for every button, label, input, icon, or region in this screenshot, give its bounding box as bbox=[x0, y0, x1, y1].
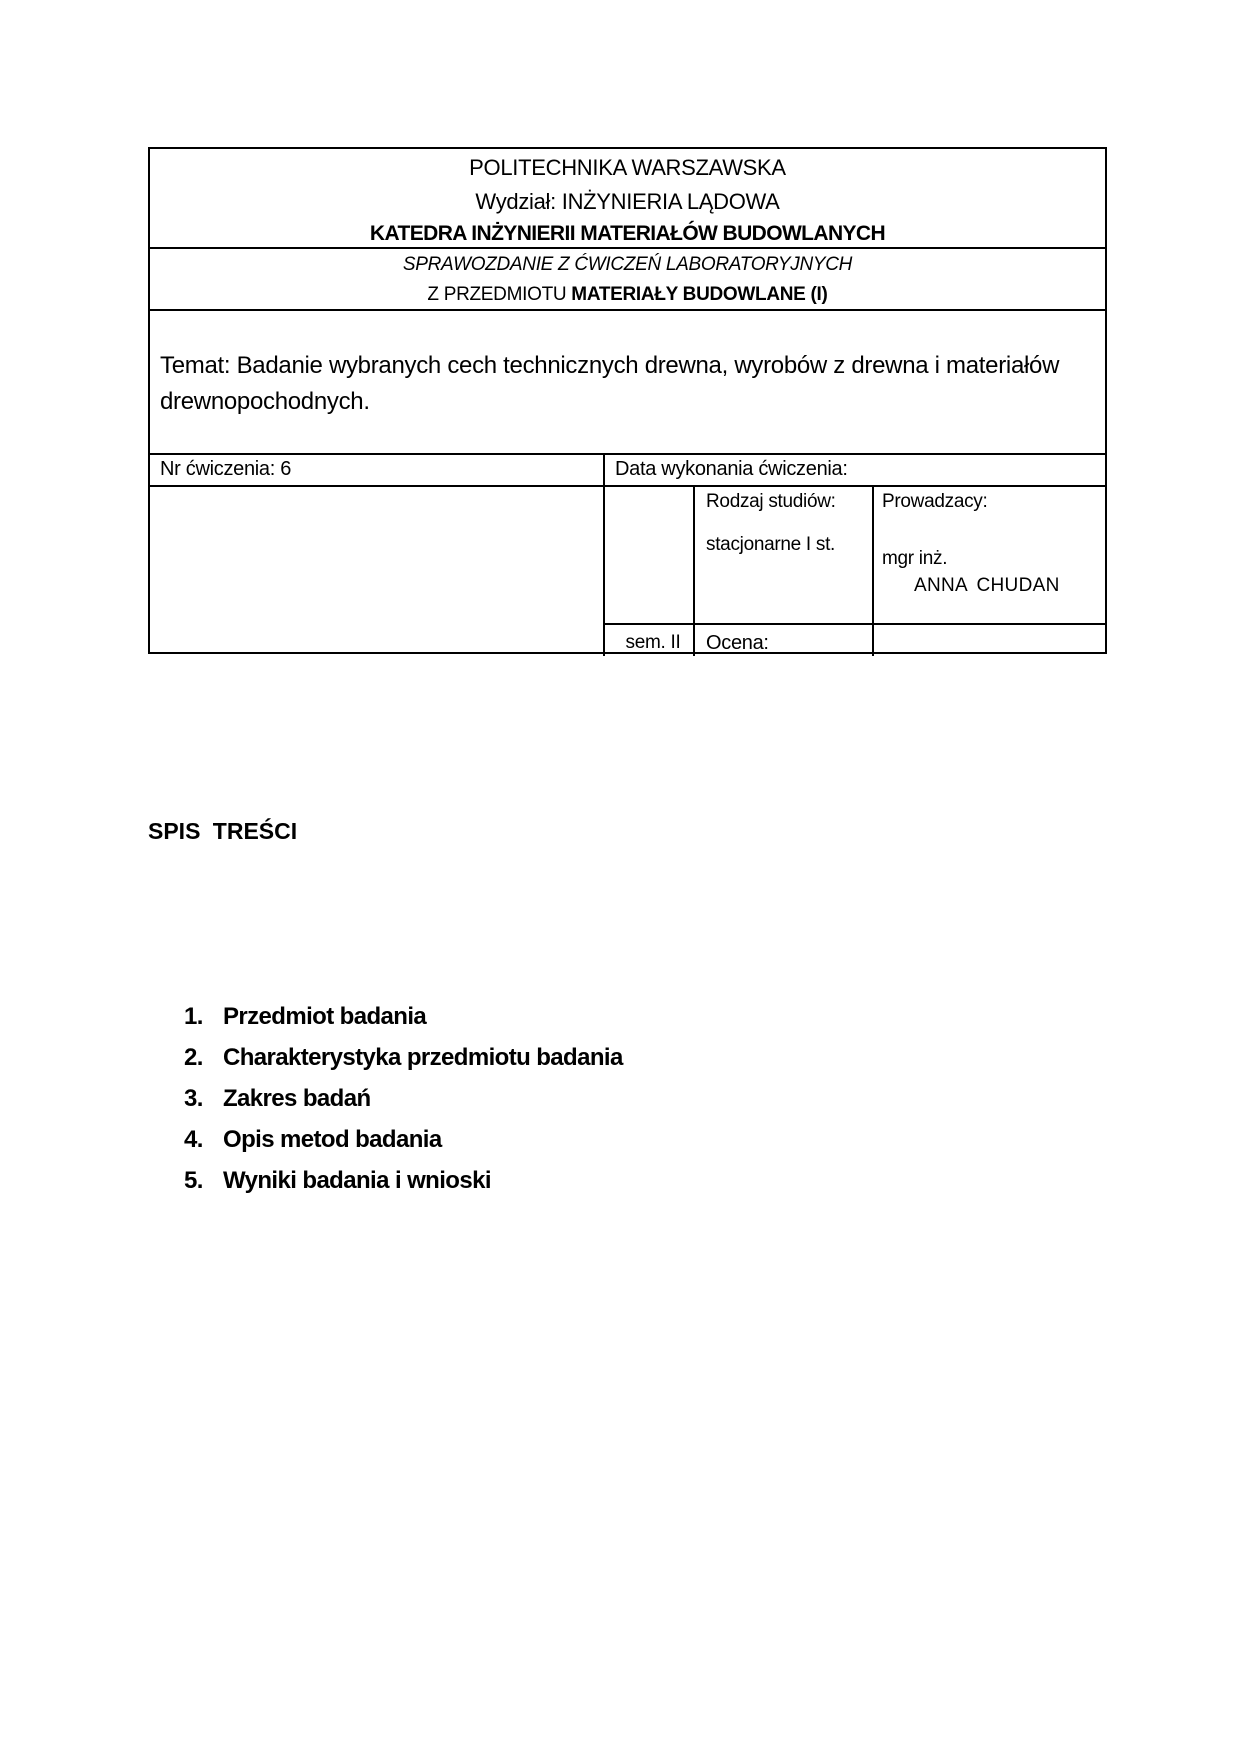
grade-label: Ocena: bbox=[706, 632, 769, 654]
column-divider bbox=[603, 453, 605, 656]
toc-item bbox=[184, 1086, 623, 1127]
exercise-number: Nr ćwiczenia: 6 bbox=[160, 458, 292, 480]
toc-item-label: Opis metod badania bbox=[223, 1126, 442, 1153]
toc-item-number: 1. bbox=[184, 1003, 203, 1030]
toc-list bbox=[184, 1004, 623, 1209]
instructor-name: ANNA CHUDAN bbox=[914, 575, 1060, 596]
department-name: KATEDRA INŻYNIERII MATERIAŁÓW BUDOWLANYCH bbox=[369, 222, 886, 245]
toc-item-label: Charakterystyka przedmiotu badania bbox=[223, 1044, 623, 1071]
toc-item-number: 3. bbox=[184, 1085, 203, 1112]
toc-item bbox=[184, 1127, 623, 1168]
column-divider bbox=[693, 485, 695, 656]
toc-item bbox=[184, 1045, 623, 1086]
instructor-title: mgr inż. bbox=[882, 548, 948, 569]
toc-item-label: Przedmiot badania bbox=[223, 1003, 427, 1030]
divider-line bbox=[150, 247, 1105, 249]
toc-item bbox=[184, 1004, 623, 1045]
report-header-table bbox=[148, 147, 1107, 654]
subject-prefix: Z PRZEDMIOTU bbox=[427, 284, 572, 305]
instructor-label: Prowadzacy: bbox=[882, 491, 988, 512]
toc-item-label: Wyniki badania i wnioski bbox=[223, 1167, 491, 1194]
divider-line bbox=[150, 453, 1105, 455]
report-type: SPRAWOZDANIE Z ĆWICZEŃ LABORATORYJNYCH bbox=[402, 254, 853, 275]
toc-item-number: 2. bbox=[184, 1044, 203, 1071]
column-divider bbox=[872, 485, 874, 656]
study-type-value: stacjonarne I st. bbox=[706, 534, 836, 555]
university-name: POLITECHNIKA WARSZAWSKA bbox=[469, 155, 786, 180]
divider-line bbox=[150, 485, 1105, 487]
report-topic: Temat: Badanie wybranych cech technicznych drewna, wyrobów z drewna i materiałów drewnopochodnych. bbox=[160, 352, 1060, 415]
semester: sem. II bbox=[625, 632, 681, 653]
toc-title: SPIS TREŚCI bbox=[148, 818, 298, 844]
subject-name: MATERIAŁY BUDOWLANE (I) bbox=[571, 284, 828, 305]
toc-item-number: 5. bbox=[184, 1167, 203, 1194]
faculty-name: Wydział: INŻYNIERIA LĄDOWA bbox=[475, 189, 780, 214]
toc-item bbox=[184, 1168, 623, 1209]
divider-line bbox=[603, 623, 1107, 625]
subject-line bbox=[150, 285, 1105, 304]
study-type-label: Rodzaj studiów: bbox=[706, 491, 836, 512]
execution-date-label: Data wykonania ćwiczenia: bbox=[615, 458, 848, 480]
toc-item-label: Zakres badań bbox=[223, 1085, 371, 1112]
toc-item-number: 4. bbox=[184, 1126, 203, 1153]
divider-line bbox=[150, 309, 1105, 311]
